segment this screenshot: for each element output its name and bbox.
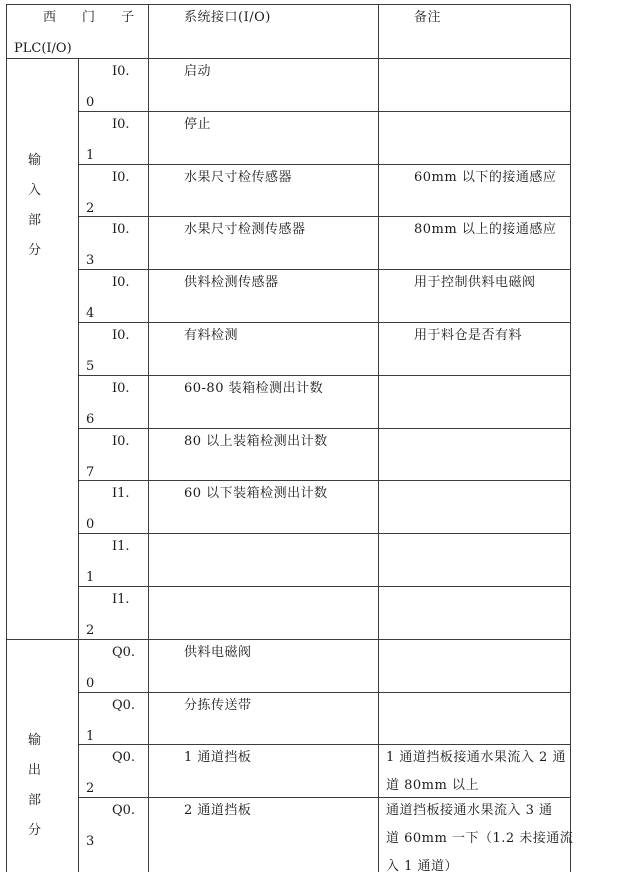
input-remark: 80mm 以上的接通感应 — [414, 222, 557, 238]
output-remark-line: 道 80mm 以上 — [386, 778, 479, 794]
output-address: Q0. — [112, 803, 136, 819]
column-divider-remark — [378, 4, 379, 872]
header-plc-io: PLC(I/O) — [14, 41, 72, 56]
input-bit: 7 — [86, 464, 95, 480]
output-signal-name: 1 通道挡板 — [184, 750, 252, 766]
table-top-border — [6, 4, 571, 5]
output-remark-line: 1 通道挡板接通水果流入 2 通 — [386, 750, 566, 766]
input-bit: 2 — [86, 623, 95, 638]
input-signal-name: 有料检测 — [184, 328, 239, 343]
input-bit: 5 — [86, 359, 95, 374]
input-row-border — [78, 269, 571, 270]
input-row-border — [78, 111, 571, 112]
input-signal-name: 供料检测传感器 — [184, 275, 279, 291]
column-divider-name — [148, 4, 149, 872]
input-address: I1. — [112, 539, 130, 555]
input-group-bottom-border — [6, 639, 571, 640]
column-divider-address — [78, 58, 79, 872]
header-bottom-border — [6, 58, 571, 59]
input-bit: 6 — [86, 411, 95, 427]
output-remark-line: 道 60mm 一下（1.2 未接通流 — [386, 831, 574, 847]
input-address: I0. — [112, 64, 130, 79]
output-remark-line: 通道挡板接通水果流入 3 通 — [386, 803, 553, 819]
input-row-border — [78, 216, 571, 217]
input-signal-name: 停止 — [184, 116, 212, 132]
input-bit: 2 — [86, 200, 95, 216]
group-input-char-3: 部 — [28, 213, 42, 228]
input-address: I0. — [112, 169, 130, 185]
input-row-border — [78, 428, 571, 429]
input-bit: 0 — [86, 95, 95, 110]
input-bit: 3 — [86, 253, 95, 269]
input-signal-name: 水果尺寸检测传感器 — [184, 222, 306, 238]
input-remark: 用于控制供料电磁阀 — [414, 275, 536, 291]
group-output-char-2: 出 — [28, 763, 42, 778]
output-row-border — [78, 692, 571, 693]
table-left-border — [6, 4, 7, 872]
input-row-border — [78, 164, 571, 165]
group-output-char-3: 部 — [28, 793, 42, 808]
input-address: I0. — [112, 275, 130, 291]
output-bit: 3 — [86, 834, 95, 850]
input-row-border — [78, 586, 571, 587]
input-signal-name: 80 以上装箱检测出计数 — [184, 433, 328, 449]
input-row-border — [78, 322, 571, 323]
output-signal-name: 供料电磁阀 — [184, 644, 252, 660]
header-system-io: 系统接口(I/O) — [184, 10, 271, 25]
group-input-char-2: 入 — [28, 183, 42, 198]
output-bit: 1 — [86, 728, 95, 744]
output-signal-name: 2 通道挡板 — [184, 803, 252, 819]
output-remark-line: 入 1 通道） — [386, 859, 459, 875]
input-row-border — [78, 375, 571, 376]
input-address: I0. — [112, 433, 130, 449]
output-address: Q0. — [112, 644, 136, 660]
input-signal-name: 启动 — [184, 64, 212, 79]
input-bit: 0 — [86, 517, 95, 533]
table-right-border — [570, 4, 571, 872]
output-bit: 0 — [86, 675, 95, 691]
output-address: Q0. — [112, 697, 136, 713]
group-output-char-4: 分 — [28, 823, 42, 838]
input-address: I0. — [112, 380, 130, 396]
input-remark: 60mm 以下的接通感应 — [414, 169, 557, 185]
output-bit: 2 — [86, 781, 95, 797]
input-signal-name: 60-80 装箱检测出计数 — [184, 380, 324, 396]
input-remark: 用于料仓是否有料 — [414, 328, 523, 343]
input-address: I0. — [112, 328, 130, 343]
group-output-char-1: 输 — [28, 733, 42, 748]
input-row-border — [78, 533, 571, 534]
input-address: I1. — [112, 486, 130, 502]
input-address: I0. — [112, 116, 130, 132]
header-plc-vendor: 西 门 子 — [43, 10, 135, 25]
input-row-border — [78, 480, 571, 481]
header-remark: 备注 — [414, 10, 442, 25]
output-row-border — [78, 797, 571, 798]
group-input-char-4: 分 — [28, 243, 42, 258]
output-signal-name: 分拣传送带 — [184, 697, 252, 713]
input-signal-name: 60 以下装箱检测出计数 — [184, 486, 328, 502]
input-bit: 4 — [86, 306, 95, 322]
input-bit: 1 — [86, 147, 95, 163]
input-address: I1. — [112, 592, 130, 607]
output-row-border — [78, 744, 571, 745]
input-signal-name: 水果尺寸检传感器 — [184, 169, 293, 185]
output-address: Q0. — [112, 750, 136, 766]
input-bit: 1 — [86, 570, 95, 586]
group-input-char-1: 输 — [28, 153, 42, 168]
input-address: I0. — [112, 222, 130, 238]
